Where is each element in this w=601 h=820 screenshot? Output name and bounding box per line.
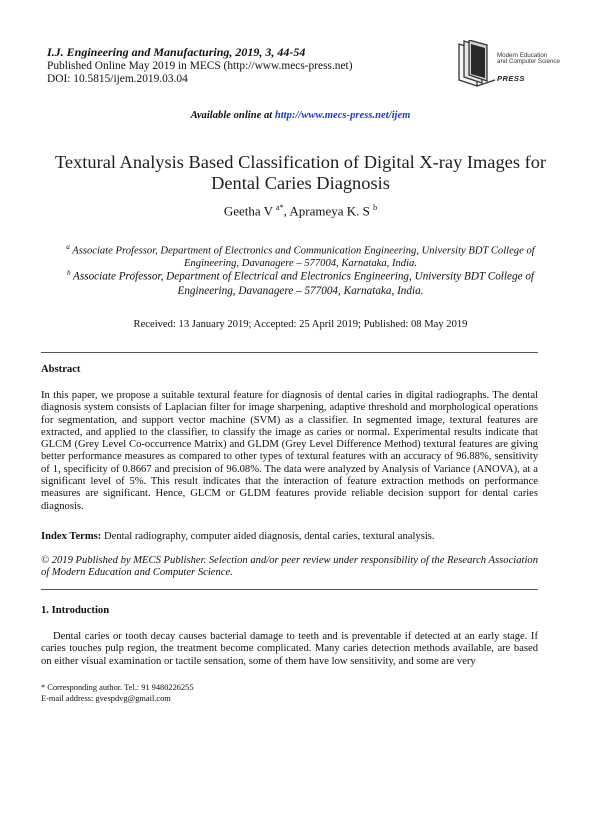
author-superscript: b bbox=[373, 203, 378, 212]
journal-url-link[interactable]: http://www.mecs-press.net/ijem bbox=[274, 110, 411, 121]
paper-title: Textural Analysis Based Classification of Digital X-ray Images for Dental Caries Diagnosis bbox=[54, 152, 547, 193]
abstract-body: In this paper, we propose a suitable textural feature for diagnosis of dental caries in digital radiographs. The dental diagnosis system consists of Laplacian filter for image sharpening, adaptive threshold and morphological operations for segmentation, and support vector machine (SVM) as a classifier. In segmented image, textural features are extracted, and applied to the classifier, to classify the image as caries or normal. Experimental results indicate that GLCM (Grey Level Co-occurrence Matrix) and GLDM (Grey Level Difference Method) textural features are giving better performance measures as compared to other types of textural features with an accuracy of 96.88%, sensitivity of 1, specificity of 0.8667 and precision of 96.08%. The data were analyzed by Analysis of Variance (ANOVA), at a significant level of 5%. This result indicates that the interaction of feature extraction methods on performance measures are significant. Hence, GLCM or GLDM features provide reliable decision support for dental caries diagnosis. bbox=[41, 390, 538, 512]
journal-issue: 2019, 3, 44-54 bbox=[232, 45, 306, 59]
availability-prefix: Available online at bbox=[190, 110, 275, 121]
journal-title: I.J. Engineering and Manufacturing, bbox=[47, 45, 233, 59]
availability-line bbox=[0, 110, 601, 121]
author-name: Geetha V bbox=[223, 203, 277, 219]
logo-line: Modern Education bbox=[497, 52, 548, 59]
dates-line: Received: 13 January 2019; Accepted: 25 April 2019; Published: 08 May 2019 bbox=[133, 319, 468, 330]
doi-line: DOI: 10.5815/ijem.2019.03.04 bbox=[47, 73, 188, 85]
index-terms-label: Index Terms: bbox=[41, 531, 102, 542]
author-superscript: a* bbox=[276, 203, 284, 212]
introduction-body: Dental caries or tooth decay causes bacterial damage to teeth and is preventable if detected at an early stage. If caries touches pulp region, the treatment become complicated. Many caries detection methods available, are based on either visual examination or tactile sensation, some of them have low sensitivity, and some are very bbox=[41, 631, 538, 667]
affiliation-text: Associate Professor, Department of Electronics and Communication Engineering, University BDT College of Engineering, Davanagere – 577004, Karnataka, India. bbox=[69, 245, 535, 270]
affiliation-b bbox=[44, 266, 557, 298]
publisher-logo-press: PRESS bbox=[497, 74, 525, 83]
journal-header bbox=[47, 46, 353, 86]
author-separator: , bbox=[283, 203, 290, 219]
index-terms-text: Dental radiography, computer aided diagnosis, dental caries, textural analysis. bbox=[101, 531, 435, 542]
publisher-logo-text bbox=[497, 53, 560, 66]
section-heading: 1. Introduction bbox=[41, 605, 110, 616]
divider bbox=[41, 589, 538, 590]
corresponding-author-note: * Corresponding author. Tel.: 91 9480226255 bbox=[41, 683, 194, 692]
affiliation-marker: a bbox=[66, 243, 70, 251]
affiliation-marker: b bbox=[66, 269, 71, 277]
journal-citation bbox=[47, 46, 353, 60]
footnote bbox=[41, 683, 194, 704]
index-terms bbox=[41, 531, 538, 543]
published-line: Published Online May 2019 in MECS (http://www.mecs-press.net) bbox=[47, 60, 353, 72]
abstract-heading: Abstract bbox=[41, 364, 81, 375]
affiliation-text: Associate Professor, Department of Electrical and Electronics Engineering, University BDT College of Engineering, Davanagere – 577004, Karnataka, India. bbox=[70, 270, 535, 297]
copyright-notice: © 2019 Published by MECS Publisher. Selection and/or peer review under responsibility of the Research Association of Modern Education and Computer Science. bbox=[41, 555, 538, 579]
logo-line: and Computer Science bbox=[497, 58, 560, 66]
email-address: E-mail address: gvespdvg@gmail.com bbox=[41, 693, 171, 703]
author-line bbox=[0, 203, 601, 219]
divider bbox=[41, 352, 538, 353]
author-name: Aprameya K. S bbox=[289, 203, 374, 219]
